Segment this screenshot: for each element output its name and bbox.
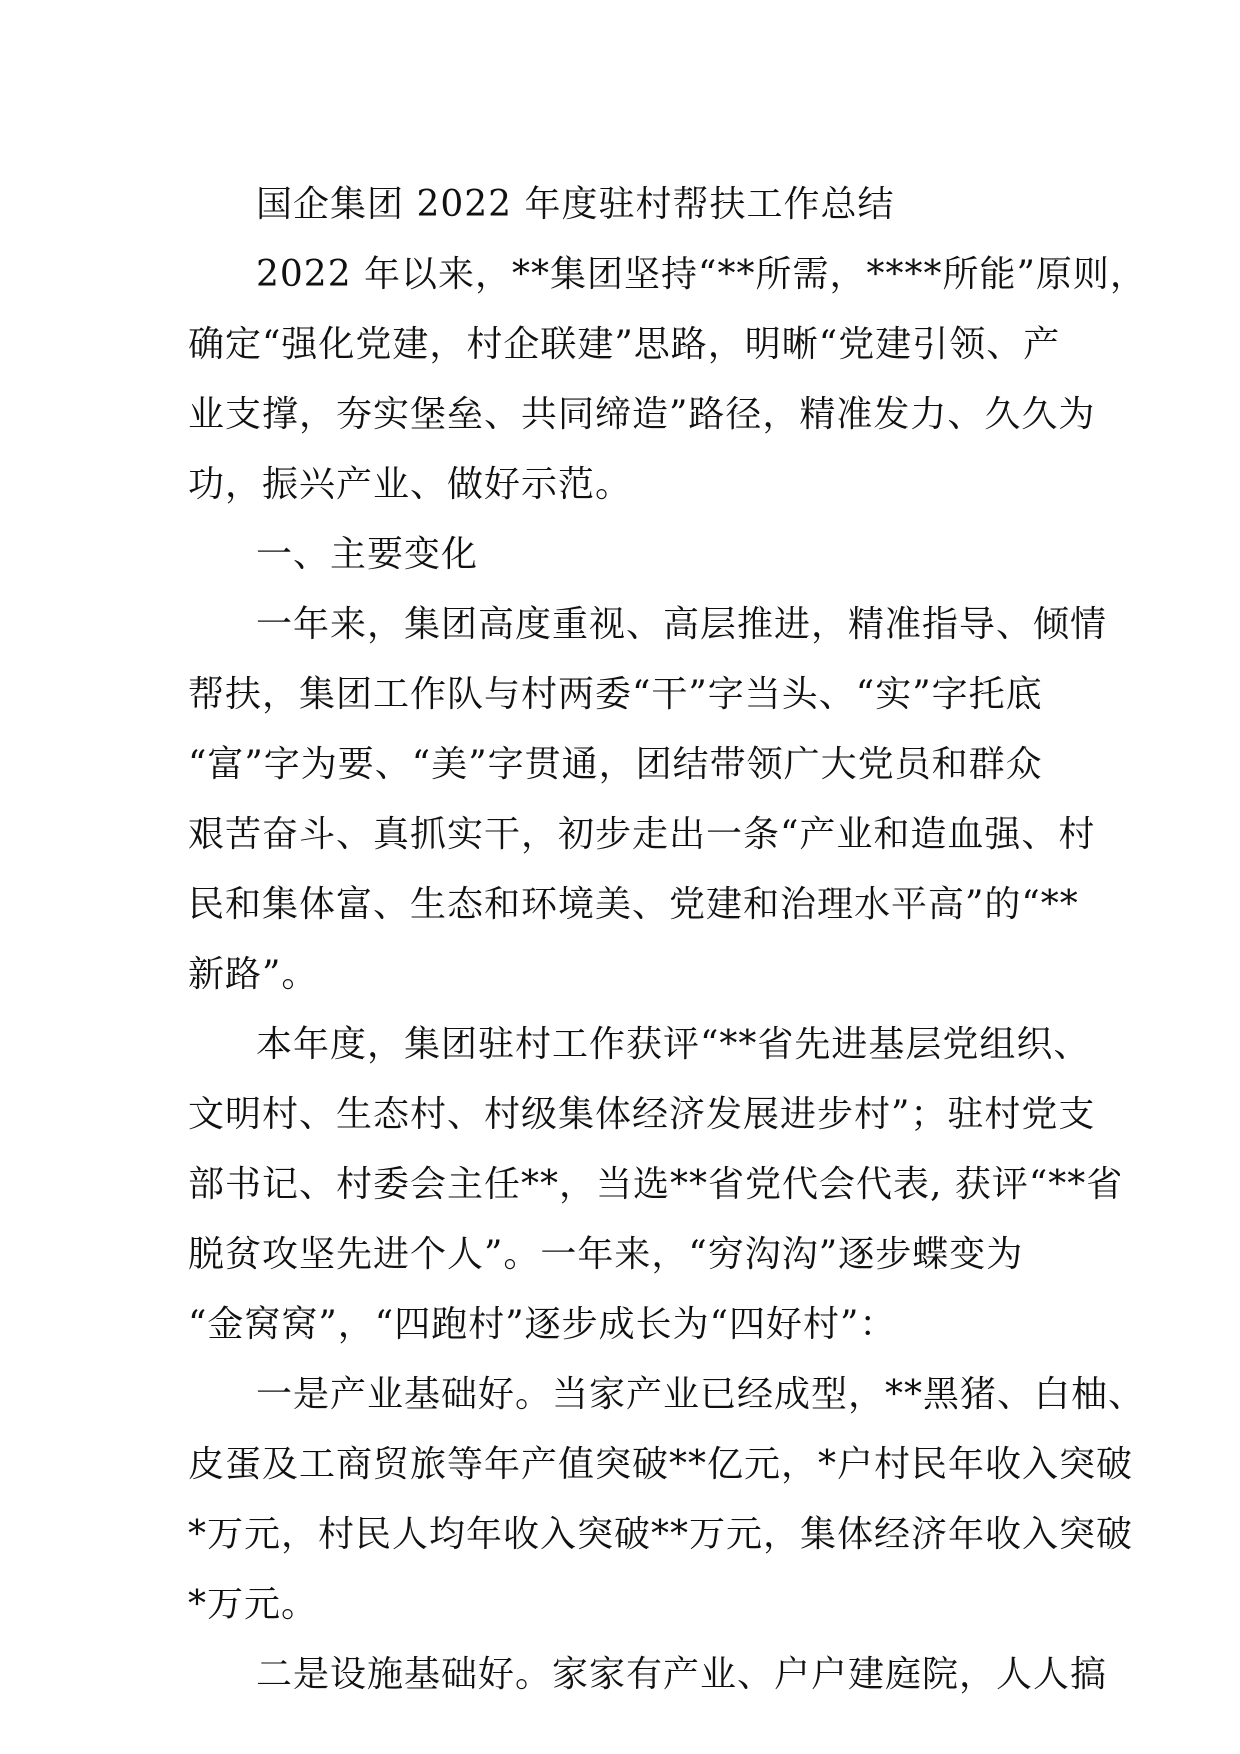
- paragraph-line: 新路”。: [188, 954, 319, 995]
- paragraph-line: 一是产业基础好。当家产业已经成型，**黑猪、白柚、: [256, 1374, 1146, 1415]
- paragraph-line: 功，振兴产业、做好示范。: [188, 464, 633, 505]
- paragraph-line: 一年来，集团高度重视、高层推进，精准指导、倾情: [256, 604, 1108, 645]
- paragraph-line: 部书记、村委会主任**，当选**省党代会代表, 获评“**省: [188, 1164, 1124, 1205]
- paragraph-line: 文明村、生态村、村级集体经济发展进步村”；驻村党支: [188, 1094, 1096, 1135]
- paragraph-line: *万元，村民人均年收入突破**万元，集体经济年收入突破: [188, 1514, 1134, 1555]
- paragraph-line: *万元。: [188, 1584, 319, 1625]
- document-title: 国企集团 2022 年度驻村帮扶工作总结: [256, 184, 895, 225]
- paragraph-line: 脱贫攻坚先进个人”。一年来，“穷沟沟”逐步蝶变为: [188, 1234, 1024, 1275]
- paragraph-line: 二是设施基础好。家家有产业、户户建庭院，人人搞: [256, 1654, 1108, 1695]
- paragraph-line: 本年度，集团驻村工作获评“**省先进基层党组织、: [256, 1024, 1091, 1065]
- paragraph-line: 确定“强化党建，村企联建”思路，明晰“党建引领、产: [188, 324, 1061, 365]
- paragraph-line: 2022 年以来，**集团坚持“**所需，****所能”原则，: [256, 254, 1147, 295]
- paragraph-line: 业支撑，夯实堡垒、共同缔造”路径，精准发力、久久为: [188, 394, 1096, 435]
- paragraph-line: 民和集体富、生态和环境美、党建和治理水平高”的“**: [188, 884, 1079, 925]
- document-body: [188, 170, 1147, 1710]
- paragraph-line: 帮扶，集团工作队与村两委“干”字当头、“实”字托底: [188, 674, 1043, 715]
- paragraph-line: 皮蛋及工商贸旅等年产值突破**亿元，*户村民年收入突破: [188, 1444, 1134, 1485]
- section-heading: 一、主要变化: [256, 534, 479, 575]
- paragraph-line: “富”字为要、“美”字贯通，团结带领广大党员和群众: [188, 744, 1043, 785]
- paragraph-line: “金窝窝”，“四跑村”逐步成长为“四好村”：: [188, 1304, 897, 1345]
- paragraph-line: 艰苦奋斗、真抓实干，初步走出一条“产业和造血强、村: [188, 814, 1096, 855]
